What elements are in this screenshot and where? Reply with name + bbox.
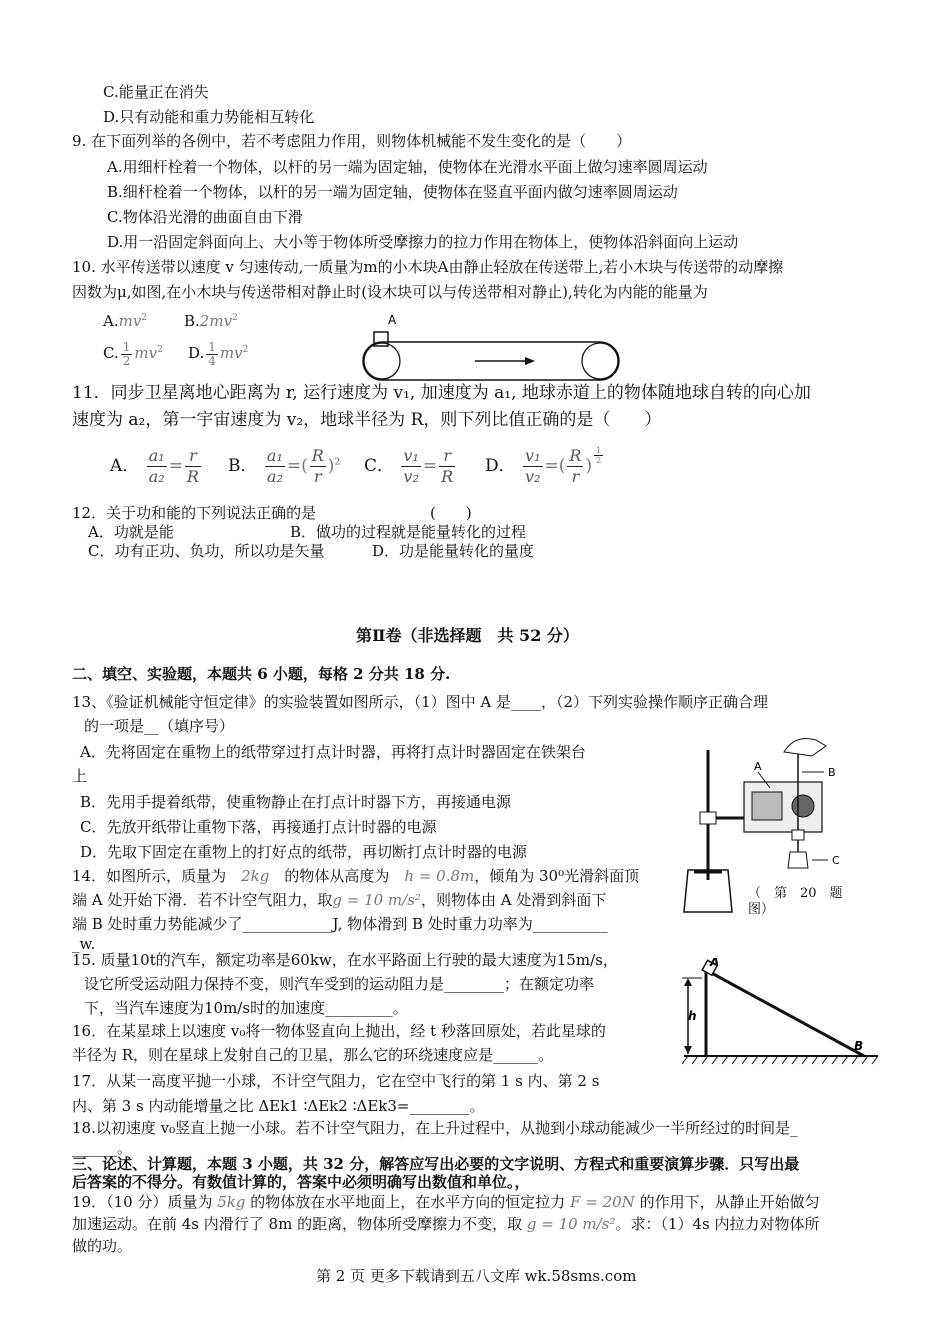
q16-line1: 16．在某星球上以速度 v₀将一物体竖直向上抛出，经 t 秒落回原处，若此星球的 bbox=[72, 1022, 606, 1040]
q12-option-c: C．功有正功、负功，所以功是矢量 bbox=[88, 542, 325, 560]
q12-paren: ( ) bbox=[430, 504, 472, 522]
label-b: B bbox=[828, 766, 836, 779]
q9-stem: 9. 在下面列举的各例中，若不考虑阻力作用，则物体机械能不发生变化的是（ ） bbox=[72, 132, 632, 150]
label-a: A bbox=[754, 760, 762, 773]
q15-line3: 下，当汽车速度为10m/s时的加速度_________。 bbox=[84, 999, 408, 1017]
weight bbox=[788, 852, 808, 868]
left-pulley bbox=[364, 343, 400, 379]
q10-line1: 10. 水平传送带以速度 v 匀速传动,一质量为m的小木块A由静止轻放在传送带上,若小木块与传送带的动摩擦 bbox=[72, 258, 784, 276]
q17-line1: 17．从某一高度平抛一小球，不计空气阻力，它在空中飞行的第 1 s 内、第 2 s bbox=[72, 1072, 600, 1090]
q15-line2: 设它所受运动阻力保持不变，则汽车受到的运动阻力是________；在额定功率 bbox=[84, 975, 595, 993]
section3-heading-1: 三、论述、计算题，本题 3 小题，共 32 分，解答应写出必要的文字说明、方程式和重要演算步骤．只写出最 bbox=[72, 1155, 800, 1173]
q13-fig-caption-1: （ 第 20 题 bbox=[748, 886, 843, 901]
q12-stem: 12．关于功和能的下列说法正确的是 bbox=[72, 504, 317, 522]
ground-hatching bbox=[682, 1056, 878, 1064]
q9-option-a: A.用细杆栓着一个物体，以杆的另一端为固定轴，使物体在光滑水平面上做匀速率圆周运动 bbox=[107, 158, 708, 176]
tape-clip bbox=[792, 830, 804, 840]
q8-option-d: D.只有动能和重力势能相互转化 bbox=[103, 108, 315, 126]
q9-option-d: D.用一沿固定斜面向上、大小等于物体所受摩擦力的拉力作用在物体上，使物体沿斜面向上运动 bbox=[107, 233, 739, 251]
page-footer: 第 2 页 更多下载请到五八文库 wk.58sms.com bbox=[316, 1267, 637, 1285]
label-c: C bbox=[832, 854, 840, 867]
part2-title: 第Ⅱ卷（非选择题 共 52 分） bbox=[356, 626, 579, 645]
timer-coil bbox=[752, 792, 782, 820]
section2-heading: 二、填空、实验题，本题共 6 小题，每格 2 分共 18 分. bbox=[72, 665, 451, 683]
right-pulley bbox=[582, 343, 618, 379]
q13-option-b: B．先用手提着纸带，使重物静止在打点计时器下方，再接通电源 bbox=[80, 793, 512, 811]
label-h: h bbox=[688, 1009, 697, 1023]
q13-line1: 13、《验证机械能守恒定律》的实验装置如图所示，（1）图中 A 是____，（2）下列实验操作顺序正确合理 bbox=[72, 693, 769, 711]
q10-option-c: C. $\frac{1}{2}$ $mv^2$ bbox=[103, 339, 163, 368]
q11-line1: 11．同步卫星离地心距离为 r, 运行速度为 v₁, 加速度为 a₁, 地球赤道上的物体随地球自转的向心加 bbox=[72, 383, 811, 403]
q13-option-c: C．先放开纸带让重物下落，再接通打点计时器的电源 bbox=[80, 818, 437, 836]
q8-option-c: C.能量正在消失 bbox=[103, 83, 209, 101]
q18-line1: 18.以初速度 v₀竖直上抛一小球。若不计空气阻力，在上升过程中，从抛到小球动能减少一半所经过的时间是_ bbox=[72, 1119, 798, 1137]
height-arrow-top bbox=[684, 978, 692, 986]
conveyor-belt-figure bbox=[350, 310, 625, 382]
q13-fig-caption-2: 图） bbox=[748, 902, 775, 917]
q13-line2: 的一项是__（填序号） bbox=[84, 717, 235, 735]
q14-line2: 端 A 处开始下滑．若不计空气阻力，取g = 10 m/s²，则物体由 A 处滑到斜面下 bbox=[72, 891, 607, 909]
q14-line3: 端 B 处时重力势能减少了____________J, 物体滑到 B 处时重力功率为__________ bbox=[72, 915, 608, 933]
hand bbox=[784, 739, 826, 757]
q11-option-d: D． $\frac{\text{v₁}}{\text{v₂}}$ =( $\frac{R}{r}$ ) $\frac{1}{2}$ bbox=[485, 446, 602, 486]
q11-option-b: B． $\frac{\text{a₁}}{\text{a₂}}$ =( $\frac{R}{r}$ )$^2$ bbox=[228, 446, 341, 486]
arrow-head bbox=[525, 357, 535, 365]
incline-figure bbox=[678, 958, 888, 1070]
q10-option-b: $B.2mv^2$ bbox=[184, 312, 238, 330]
label-b: B bbox=[854, 1039, 864, 1053]
height-arrow-bottom bbox=[684, 1046, 692, 1054]
q12-option-d: D．功是能量转化的量度 bbox=[372, 542, 535, 560]
q11-option-c: C． $\frac{\text{v₁}}{\text{v₂}}$ = $\frac{r}{R}$ bbox=[364, 446, 454, 486]
q12-option-a: A．功就是能 bbox=[88, 523, 174, 541]
q12-option-b: B．做功的过程就是能量转化的过程 bbox=[290, 523, 527, 541]
q10-fig-label: A bbox=[388, 313, 397, 327]
q10-option-d: D. $\frac{1}{4}$ $mv^2$ bbox=[188, 339, 249, 368]
incline-slope bbox=[706, 970, 864, 1056]
q18-line2: ______。 bbox=[72, 1139, 133, 1157]
q17-line2: 内、第 3 s 内动能增量之比 ΔEk1 ∶ΔEk2 ∶ΔEk3=________。 bbox=[72, 1097, 485, 1115]
q19-line2: 加速运动。在前 4s 内滑行了 8m 的距离，物体所受摩擦力不变，取 g = 10 m/s²。求：（1）4s 内拉力对物体所 bbox=[72, 1215, 820, 1233]
clamp bbox=[700, 812, 716, 824]
timer-disc bbox=[792, 795, 814, 817]
q13-option-d: D．先取下固定在重物上的打好点的纸带，再切断打点计时器的电源 bbox=[80, 843, 528, 861]
label-a: A bbox=[710, 958, 720, 969]
q14-line1: 14．如图所示，质量为 2kg 的物体从高度为 h = 0.8m，倾角为 30⁰光滑斜面顶 bbox=[72, 867, 640, 885]
q11-option-a: A． $\frac{\text{a₁}}{\text{a₂}}$ = $\frac{r}{R}$ bbox=[110, 446, 199, 486]
q14-line4: _w. bbox=[72, 935, 96, 953]
q10-line2: 因数为μ,如图,在小木块与传送带相对静止时(设木块可以与传送带相对静止),转化为内能的能量为 bbox=[72, 283, 708, 301]
q13-option-a-cont: 上 bbox=[72, 767, 88, 785]
q13-option-a: A．先将固定在重物上的纸带穿过打点计时器，再将打点计时器固定在铁架台 bbox=[80, 743, 586, 761]
q15-line1: 15. 质量10t的汽车，额定功率是60kw，在水平路面上行驶的最大速度为15m/s， bbox=[72, 951, 618, 969]
q19-line3: 做的功。 bbox=[72, 1237, 133, 1255]
q19-line1: 19．（10 分）质量为 5kg 的物体放在水平地面上，在水平方向的恒定拉力 F = 20N 的作用下，从静止开始做匀 bbox=[72, 1193, 820, 1211]
q9-option-c: C.物体沿光滑的曲面自由下滑 bbox=[107, 208, 303, 226]
q10-option-a: $A.mv^2$ bbox=[103, 312, 148, 330]
q9-option-b: B.细杆栓着一个物体，以杆的另一端为固定轴，使物体在竖直平面内做匀速率圆周运动 bbox=[107, 183, 678, 201]
section3-heading-2: 后答案的不得分。有数值计算的，答案中必须明确写出数值和单位。， bbox=[72, 1173, 530, 1191]
q16-line2: 半径为 R，则在星球上发射自己的卫星，那么它的环绕速度应是______。 bbox=[72, 1046, 554, 1064]
q11-line2: 速度为 a₂，第一宇宙速度为 v₂，地球半径为 R，则下列比值正确的是（ ） bbox=[72, 410, 662, 430]
